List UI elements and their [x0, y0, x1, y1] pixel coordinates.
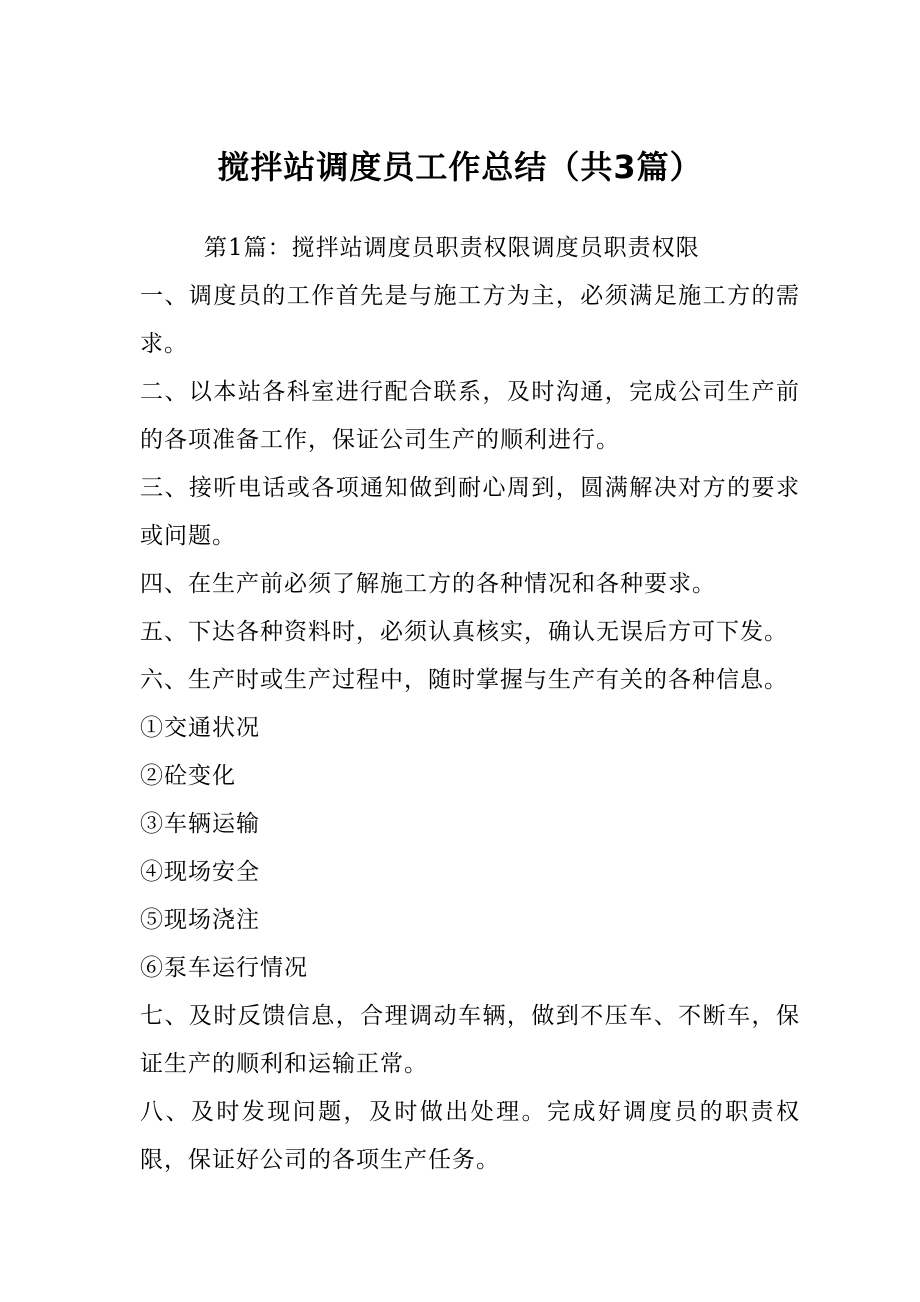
sub-item-pouring: ⑤现场浇注 [140, 907, 260, 933]
sub-item-concrete: ②砼变化 [140, 763, 236, 789]
duty-item-2: 二、以本站各科室进行配合联系，及时沟通，完成公司生产前的各项准备工作，保证公司生产的顺利进行。 [140, 379, 800, 453]
document-body [140, 224, 800, 1184]
sub-item-traffic: ①交通状况 [140, 715, 260, 741]
duty-item-6: 六、生产时或生产过程中，随时掌握与生产有关的各种信息。 [140, 667, 788, 693]
sub-item-site-safety: ④现场安全 [140, 859, 260, 885]
duty-item-5: 五、下达各种资料时，必须认真核实，确认无误后方可下发。 [140, 619, 788, 645]
duty-item-1: 一、调度员的工作首先是与施工方为主，必须满足施工方的需求。 [140, 283, 800, 357]
section-heading: 第1篇：搅拌站调度员职责权限调度员职责权限 [204, 235, 700, 261]
sub-item-vehicles: ③车辆运输 [140, 811, 260, 837]
duty-item-8: 八、及时发现问题，及时做出处理。完成好调度员的职责权限，保证好公司的各项生产任务。 [140, 1099, 800, 1173]
duty-item-7: 七、及时反馈信息，合理调动车辆，做到不压车、不断车，保证生产的顺利和运输正常。 [140, 1003, 800, 1077]
sub-item-pump-truck: ⑥泵车运行情况 [140, 955, 308, 981]
duty-item-3: 三、接听电话或各项通知做到耐心周到，圆满解决对方的要求或问题。 [140, 475, 800, 549]
duty-item-4: 四、在生产前必须了解施工方的各种情况和各种要求。 [140, 571, 716, 597]
document-title: 搅拌站调度员工作总结（共3篇） [217, 148, 703, 186]
